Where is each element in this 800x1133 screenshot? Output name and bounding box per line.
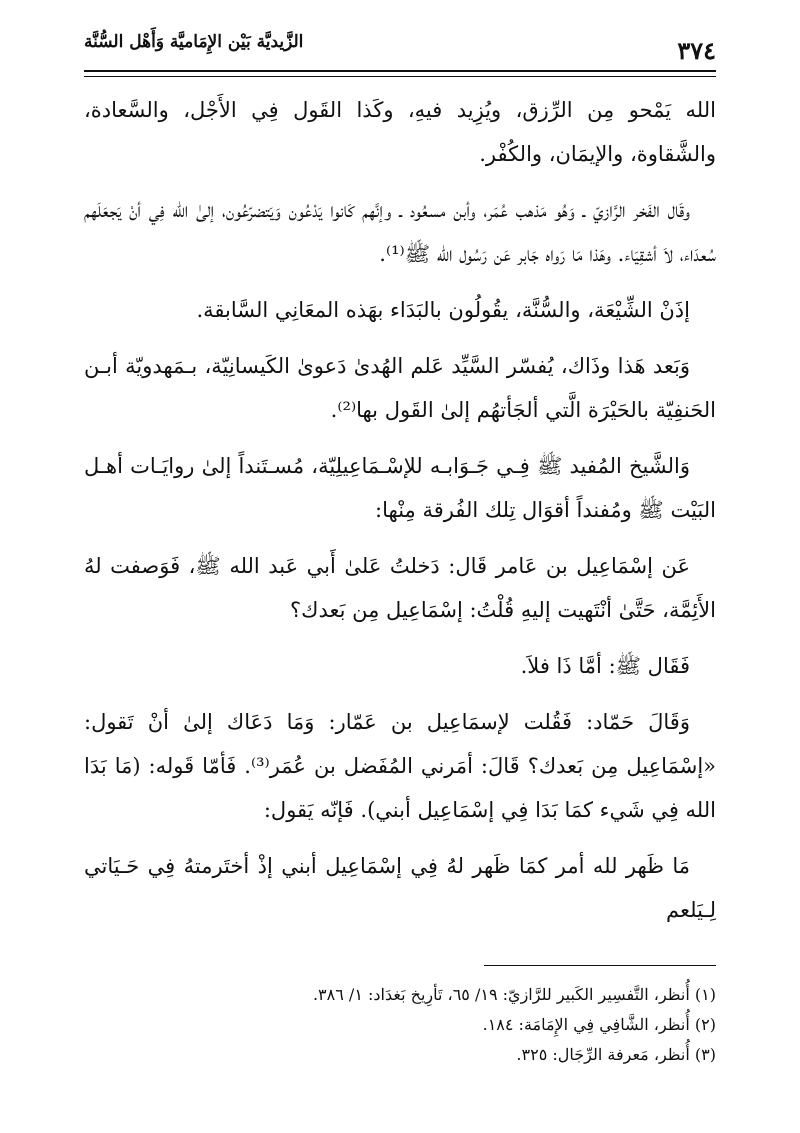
paragraph-8: وَقَالَ حَمّاد: فَقُلت لإسمَاعِيل بن عَمّار: وَمَا دَعَاك إلىٰ أنْ تَقول: «إسْمَاعِيل مِن بَعدك؟ قَالَ: أمَرني المُفَضل بن عُمَر⁽³⁾. فَأمّا قَوله: (مَا بَدَا الله فِي شَيء كمَا بَدَا فِي إسْمَاعِيل أبني). فَإنّه يَقول: (84, 710, 716, 822)
running-title: الزَّيديَّة بَيْن الإِمَاميَّة وَأَهْل السُّنَّة (84, 32, 304, 52)
body-text (84, 88, 716, 944)
paragraph-1: الله يَمْحو مِن الرِّزق، ويُزِيد فيهِ، وكَذا القَول فِي الأَجْل، والسَّعادة، والشَّقاوة، والإيمَان، والكُفْر. (84, 98, 716, 166)
paragraph-2: وقَال الفَخر الرَّازيّ ـ وَهُو مَذهب عُمَر، وأبن مسعُود ـ وإنَّهم كَانوا يَدْعُون وَيَتضرّعُون، إلىٰ الله فِي أنْ يَجعَلَهم سُعدَاء، لاَ أشقِيَاء. وهَذا مَا رَواه جَابر عَن رَسُول الله ﷺ⁽¹⁾. (84, 198, 716, 266)
footnotes (84, 980, 716, 1070)
paragraph-9: مَا ظَهر لله أمر كمَا ظَهر لهُ فِي إسْمَاعِيل أبني إذْ أختَرمتهُ فِي حَـيَاتي لِـيَلعم (84, 854, 716, 922)
paragraph-3: إذَنْ الشِّيْعَة، والسُّنَّة، يقُولُون بالبَدَاء بهَذه المعَانِي السَّابقة. (196, 298, 690, 322)
footnote-3: (٣) أُنظر، مَعرفة الرِّجَال: ٣٢٥. (516, 1045, 716, 1064)
paragraph-5: وَالشَّيخ المُفيد ﷺ فِـي جَـوَابـه للإسْـمَاعِيلِيّة، مُسـتَنداً إلىٰ روايَـات أهـل البَيْت ﷺ ومُفنداً أقوَال تِلك الفُرقة مِنْها: (84, 454, 716, 522)
header-rule (84, 70, 716, 77)
footnote-1: (١) أُنظر، التَّفسِير الكَبير للرَّازيّ: ١٩/ ٦٥، تَأرِيخ بَغدَاد: ١/ ٣٨٦. (312, 985, 716, 1004)
paragraph-4: وَبَعد هَذا وذَاك، يُفسّر السَّيِّد عَلم الهُدىٰ دَعوىٰ الكَيسانِيّة، بـمَهدويّة أبـن الحَنفِيّة بالحَيْرَة الَّتي ألجَأتهُم إلىٰ القَول بها⁽²⁾. (84, 354, 716, 422)
footnote-separator (484, 965, 716, 966)
page-header (84, 28, 716, 68)
page-number: ٣٧٤ (677, 36, 716, 65)
paragraph-7: فَقَال ﷺ: أمَّا ذَا فلاَ. (520, 654, 690, 678)
footnote-2: (٢) أُنظر، الشَّافِي فِي الإِمَامَة: ١٨٤. (482, 1015, 716, 1034)
paragraph-6: عَن إسْمَاعِيل بن عَامر قَال: دَخلتُ عَلىٰ أَبي عَبد الله ﷺ، فَوَصفت لهُ الأَئِمَّة، حَتَّىٰ أنْتَهيت إليهِ قُلْتُ: إسْمَاعِيل مِن بَعدك؟ (84, 554, 716, 622)
